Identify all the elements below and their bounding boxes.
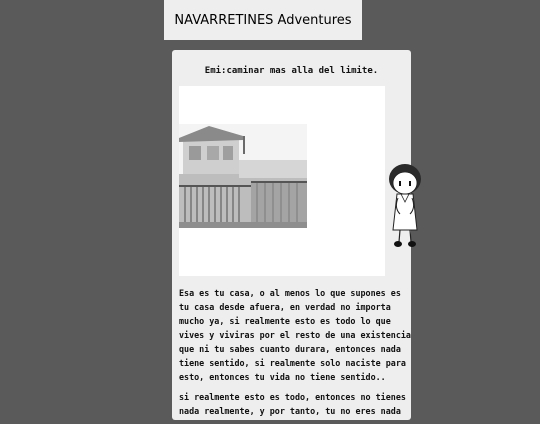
story-paragraph-2: si realmente esto es todo, entonces no tienes nada realmente, y por tanto, tu no eres nada: [179, 392, 406, 416]
story-paragraph-1: Esa es tu casa, o al menos lo que supones es tu casa desde afuera, en verdad no importa mucho ya, si realmente esto es todo lo que vives y viviras por el resto de una existencia que ni tu sabes cuanto durara, entonces nada tiene sentido, si realmente solo naciste para esto, entonces tu vida no tiene sentido..: [179, 288, 411, 382]
comic-title: Emi:caminar mas alla del limite.: [204, 66, 379, 76]
comic-image: [179, 86, 385, 276]
site-header[interactable]: [164, 0, 362, 40]
comic-panel: [172, 50, 411, 420]
story-text: [179, 286, 411, 424]
emi-character: [386, 162, 424, 250]
site-title[interactable]: NAVARRETINES Adventures: [174, 12, 352, 28]
house-photo: [179, 124, 307, 228]
